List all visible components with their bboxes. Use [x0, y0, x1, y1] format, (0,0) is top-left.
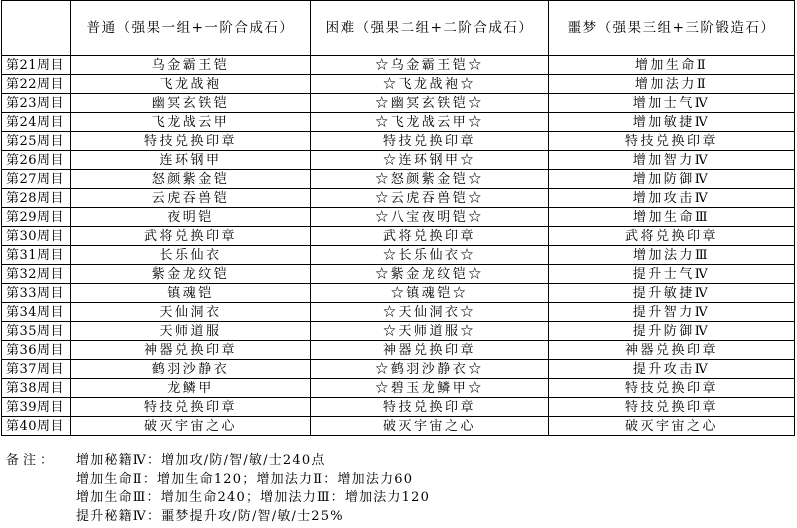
normal-reward-cell: 天仙洞衣 [71, 303, 311, 322]
week-cell: 第33周目 [2, 284, 71, 303]
normal-reward-cell: 武将兑换印章 [71, 227, 311, 246]
normal-reward-cell: 飞龙战云甲 [71, 113, 311, 132]
week-cell: 第22周目 [2, 75, 71, 94]
hard-reward-cell: ☆乌金霸王铠☆ [311, 56, 549, 75]
hard-reward-cell: ☆长乐仙衣☆ [311, 246, 549, 265]
table-row [2, 75, 795, 94]
week-cell: 第30周目 [2, 227, 71, 246]
hard-reward-cell: ☆天师道服☆ [311, 322, 549, 341]
header-row [2, 1, 795, 56]
normal-reward-cell: 天师道服 [71, 322, 311, 341]
nightmare-reward-cell: 提升敏捷Ⅳ [549, 284, 795, 303]
normal-reward-cell: 云虎吞兽铠 [71, 189, 311, 208]
hard-reward-cell: ☆云虎吞兽铠☆ [311, 189, 549, 208]
normal-reward-cell: 怒颜紫金铠 [71, 170, 311, 189]
nightmare-reward-cell: 增加法力Ⅱ [549, 75, 795, 94]
nightmare-reward-cell: 特技兑换印章 [549, 398, 795, 417]
normal-reward-cell: 连环钢甲 [71, 151, 311, 170]
hard-reward-cell: ☆镇魂铠☆ [311, 284, 549, 303]
week-cell: 第35周目 [2, 322, 71, 341]
note-text: 增加生命Ⅲ：增加生命240；增加法力Ⅲ：增加法力120 [76, 490, 431, 505]
week-cell: 第24周目 [2, 113, 71, 132]
nightmare-reward-cell: 提升防御Ⅳ [549, 322, 795, 341]
week-cell: 第28周目 [2, 189, 71, 208]
table-row [2, 417, 795, 436]
normal-reward-cell: 镇魂铠 [71, 284, 311, 303]
notes-section [6, 452, 430, 526]
nightmare-reward-cell: 增加智力Ⅳ [549, 151, 795, 170]
nightmare-reward-cell: 增加攻击Ⅳ [549, 189, 795, 208]
table-row [2, 170, 795, 189]
table-row [2, 151, 795, 170]
nightmare-reward-cell: 提升智力Ⅳ [549, 303, 795, 322]
table-row [2, 398, 795, 417]
hard-reward-cell: 特技兑换印章 [311, 132, 549, 151]
nightmare-reward-cell: 提升攻击Ⅳ [549, 360, 795, 379]
week-cell: 第23周目 [2, 94, 71, 113]
normal-reward-cell: 飞龙战袍 [71, 75, 311, 94]
week-cell: 第29周目 [2, 208, 71, 227]
note-line [6, 489, 430, 508]
nightmare-reward-cell: 破灭宇宙之心 [549, 417, 795, 436]
normal-reward-cell: 幽冥玄铁铠 [71, 94, 311, 113]
week-cell: 第40周目 [2, 417, 71, 436]
hard-reward-cell: 特技兑换印章 [311, 398, 549, 417]
table-row [2, 94, 795, 113]
hard-reward-cell: 神器兑换印章 [311, 341, 549, 360]
hard-reward-cell: 武将兑换印章 [311, 227, 549, 246]
hard-reward-cell: ☆怒颜紫金铠☆ [311, 170, 549, 189]
nightmare-reward-cell: 增加防御Ⅳ [549, 170, 795, 189]
week-cell: 第39周目 [2, 398, 71, 417]
hard-reward-cell: ☆碧玉龙鳞甲☆ [311, 379, 549, 398]
table-row [2, 284, 795, 303]
hard-reward-cell: 破灭宇宙之心 [311, 417, 549, 436]
normal-reward-cell: 乌金霸王铠 [71, 56, 311, 75]
table-row [2, 227, 795, 246]
hard-reward-cell: ☆飞龙战袍☆ [311, 75, 549, 94]
nightmare-reward-cell: 增加法力Ⅲ [549, 246, 795, 265]
table-row [2, 132, 795, 151]
normal-reward-cell: 龙鳞甲 [71, 379, 311, 398]
nightmare-reward-cell: 提升士气Ⅳ [549, 265, 795, 284]
week-cell: 第26周目 [2, 151, 71, 170]
normal-reward-cell: 特技兑换印章 [71, 132, 311, 151]
table-row [2, 208, 795, 227]
nightmare-reward-cell: 增加敏捷Ⅳ [549, 113, 795, 132]
nightmare-reward-cell: 特技兑换印章 [549, 132, 795, 151]
hard-reward-cell: ☆八宝夜明铠☆ [311, 208, 549, 227]
week-cell: 第36周目 [2, 341, 71, 360]
week-cell: 第31周目 [2, 246, 71, 265]
table-row [2, 341, 795, 360]
normal-reward-cell: 鹤羽沙静衣 [71, 360, 311, 379]
note-line [6, 508, 430, 527]
nightmare-reward-cell: 增加生命Ⅲ [549, 208, 795, 227]
week-cell: 第25周目 [2, 132, 71, 151]
normal-reward-cell: 紫金龙纹铠 [71, 265, 311, 284]
table-row [2, 189, 795, 208]
table-row [2, 246, 795, 265]
hard-reward-cell: ☆幽冥玄铁铠☆ [311, 94, 549, 113]
week-cell: 第21周目 [2, 56, 71, 75]
normal-reward-cell: 特技兑换印章 [71, 398, 311, 417]
table-row [2, 113, 795, 132]
table-row [2, 56, 795, 75]
hard-reward-cell: ☆飞龙战云甲☆ [311, 113, 549, 132]
week-cell: 第37周目 [2, 360, 71, 379]
notes-label: 备注： [6, 453, 58, 468]
week-cell: 第38周目 [2, 379, 71, 398]
note-text: 增加秘籍Ⅳ：增加攻/防/智/敏/士240点 [76, 453, 326, 468]
week-cell: 第34周目 [2, 303, 71, 322]
table-row [2, 360, 795, 379]
header-nightmare: 噩梦（强果三组+三阶锻造石） [549, 1, 795, 56]
header-hard: 困难（强果二组+二阶合成石） [311, 1, 549, 56]
note-text: 增加生命Ⅱ：增加生命120；增加法力Ⅱ：增加法力60 [76, 471, 414, 487]
nightmare-reward-cell: 特技兑换印章 [549, 379, 795, 398]
table-row [2, 303, 795, 322]
note-line [6, 452, 430, 471]
table-row [2, 379, 795, 398]
hard-reward-cell: ☆天仙洞衣☆ [311, 303, 549, 322]
table-row [2, 322, 795, 341]
table-row [2, 265, 795, 284]
nightmare-reward-cell: 增加士气Ⅳ [549, 94, 795, 113]
nightmare-reward-cell: 增加生命Ⅱ [549, 56, 795, 75]
hard-reward-cell: ☆鹤羽沙静衣☆ [311, 360, 549, 379]
week-cell: 第32周目 [2, 265, 71, 284]
header-normal: 普通（强果一组+一阶合成石） [71, 1, 311, 56]
note-line [6, 471, 430, 490]
normal-reward-cell: 长乐仙衣 [71, 246, 311, 265]
normal-reward-cell: 夜明铠 [71, 208, 311, 227]
hard-reward-cell: ☆连环钢甲☆ [311, 151, 549, 170]
normal-reward-cell: 神器兑换印章 [71, 341, 311, 360]
nightmare-reward-cell: 神器兑换印章 [549, 341, 795, 360]
note-text: 提升秘籍Ⅳ：噩梦提升攻/防/智/敏/士25% [76, 508, 344, 524]
normal-reward-cell: 破灭宇宙之心 [71, 417, 311, 436]
header-week [2, 1, 71, 56]
nightmare-reward-cell: 武将兑换印章 [549, 227, 795, 246]
week-reward-table [1, 0, 795, 436]
table-body [2, 56, 795, 436]
week-cell: 第27周目 [2, 170, 71, 189]
hard-reward-cell: ☆紫金龙纹铠☆ [311, 265, 549, 284]
